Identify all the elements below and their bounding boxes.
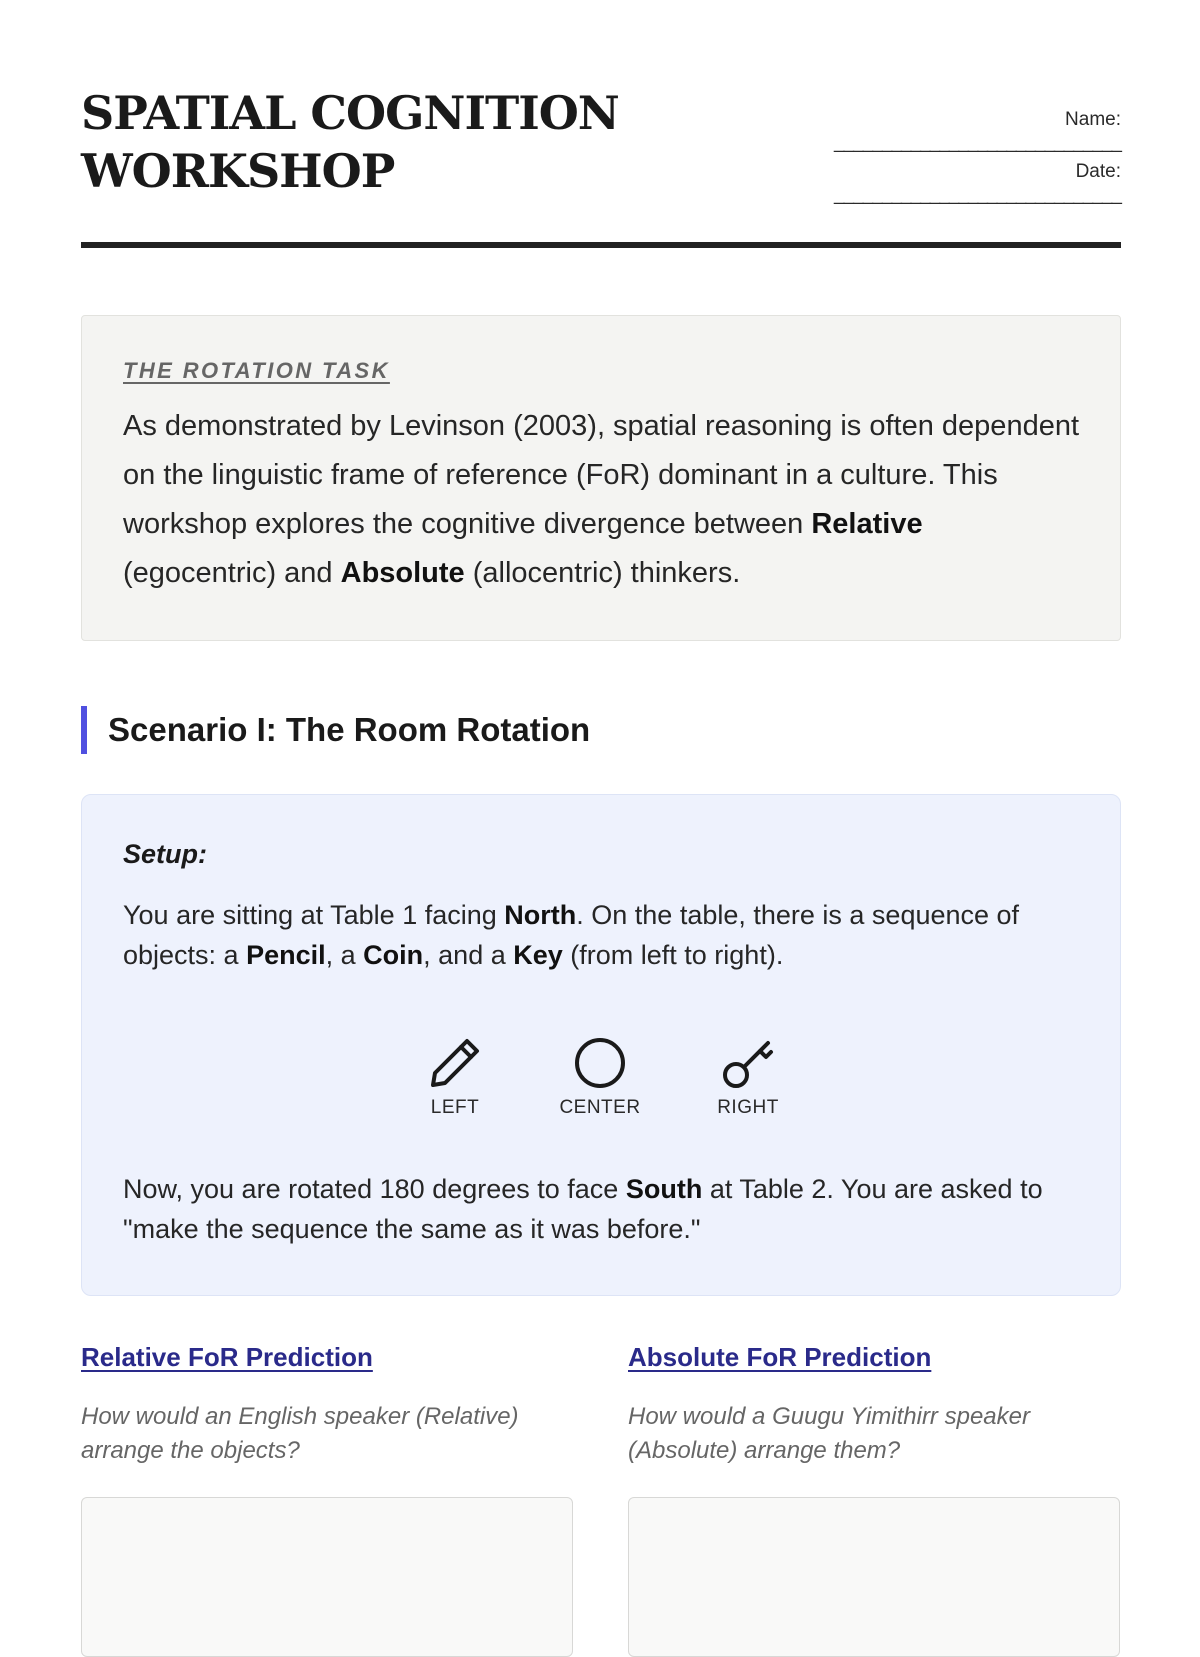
object-center-caption: CENTER	[559, 1097, 641, 1118]
object-left	[395, 1035, 515, 1119]
object-sequence	[82, 1035, 1122, 1135]
object-right-caption: RIGHT	[717, 1097, 779, 1118]
page-title: SPATIAL COGNITION WORKSHOP	[81, 86, 619, 198]
relative-prediction-title: Relative FoR Prediction	[81, 1342, 373, 1372]
key-icon	[720, 1035, 776, 1091]
student-info	[741, 108, 1121, 206]
setup-paragraph-1: You are sitting at Table 1 facing North. On the table, there is a sequence of objects: a Pencil, a Coin, and a Key (from left to right).	[123, 900, 1020, 970]
relative-answer-box[interactable]	[81, 1497, 573, 1657]
setup-paragraph-2: Now, you are rotated 180 degrees to face South at Table 2. You are asked to "make the sequence the same as it was before."	[123, 1174, 1043, 1244]
worksheet-page	[81, 0, 1121, 1600]
name-blank-line[interactable]: ______________________________	[833, 132, 1121, 153]
intro-kicker: THE ROTATION TASK	[123, 358, 390, 383]
intro-text: As demonstrated by Levinson (2003), spatial reasoning is often dependent on the linguistic frame of reference (FoR) dominant in a culture. This workshop explores the cognitive divergence between Relative (egocentric) and Absolute (allocentric) thinkers.	[123, 410, 1080, 589]
term-absolute: Absolute	[340, 557, 465, 589]
absolute-prediction-title: Absolute FoR Prediction	[628, 1342, 932, 1372]
scenario-accent-bar	[81, 706, 87, 754]
name-label: Name:	[1065, 109, 1121, 130]
setup-box	[81, 794, 1121, 1296]
date-blank-line[interactable]: ______________________________	[833, 184, 1121, 205]
relative-prediction-question: How would an English speaker (Relative) arrange the objects?	[81, 1403, 519, 1464]
setup-label: Setup:	[123, 839, 207, 869]
object-center	[540, 1035, 660, 1119]
date-label: Date:	[1075, 161, 1121, 182]
coin-icon	[572, 1035, 628, 1091]
relative-prediction	[81, 1340, 573, 1468]
absolute-answer-box[interactable]	[628, 1497, 1120, 1657]
absolute-prediction	[628, 1340, 1120, 1468]
absolute-prediction-question: How would a Guugu Yimithirr speaker (Absolute) arrange them?	[628, 1403, 1030, 1464]
object-right	[688, 1035, 808, 1119]
header-divider	[81, 242, 1121, 248]
scenario-title: Scenario I: The Room Rotation	[108, 711, 591, 748]
pencil-icon	[427, 1035, 483, 1091]
term-relative: Relative	[811, 508, 923, 540]
intro-box	[81, 315, 1121, 641]
object-left-caption: LEFT	[430, 1097, 480, 1118]
